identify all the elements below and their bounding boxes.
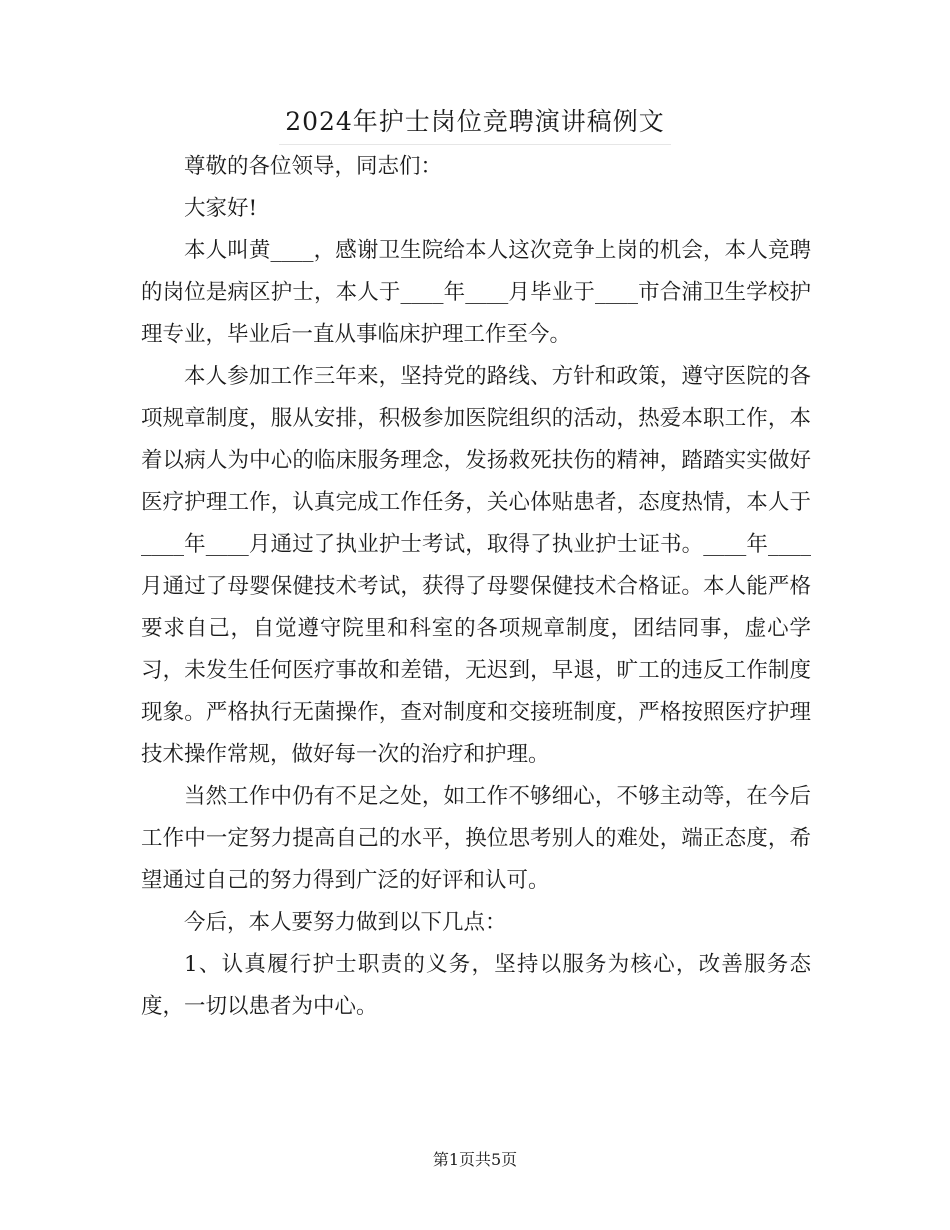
document-title-text: 2024年护士岗位竞聘演讲稿例文 xyxy=(279,100,671,145)
paragraph-plan-item-1: 1、认真履行护士职责的义务，坚持以服务为核心，改善服务态度，一切以患者为中心。 xyxy=(141,952,811,1019)
paragraph-work-experience: 本人参加工作三年来，坚持党的路线、方针和政策，遵守医院的各项规章制度，服从安排，积极参加医院组织的活动，热爱本职工作，本着以病人为中心的临床服务理念，发扬救死扶伤的精神，踏踏实实做好医疗护理工作，认真完成工作任务，关心体贴患者，态度热情，本人于____年____月通过了执业护士考试，取得了执业护士证书。____年____月通过了母婴保健技术考试，获得了母婴保健技术合格证。本人能严格要求自己，自觉遵守院里和科室的各项规章制度，团结同事，虚心学习，未发生任何医疗事故和差错，无迟到，早退，旷工的违反工作制度现象。严格执行无菌操作，查对制度和交接班制度，严格按照医疗护理技术操作常规，做好每一次的治疗和护理。 xyxy=(141,364,811,767)
paragraph-shortcomings: 当然工作中仍有不足之处，如工作不够细心，不够主动等，在今后工作中一定努力提高自己的水平，换位思考别人的难处，端正态度，希望通过自己的努力得到广泛的好评和认可。 xyxy=(141,784,811,893)
page-number-footer: 第1页共5页 xyxy=(432,1150,518,1169)
paragraph-plans-intro: 今后，本人要努力做到以下几点： xyxy=(184,910,507,935)
document-title xyxy=(0,100,950,145)
document-body xyxy=(141,146,811,1028)
paragraph-introduction: 本人叫黄____，感谢卫生院给本人这次竞争上岗的机会，本人竞聘的岗位是病区护士，本人于____年____月毕业于____市合浦卫生学校护理专业，毕业后一直从事临床护理工作至今。 xyxy=(141,238,811,347)
paragraph-salutation: 尊敬的各位领导，同志们： xyxy=(184,154,443,179)
paragraph-greeting: 大家好! xyxy=(184,196,258,221)
